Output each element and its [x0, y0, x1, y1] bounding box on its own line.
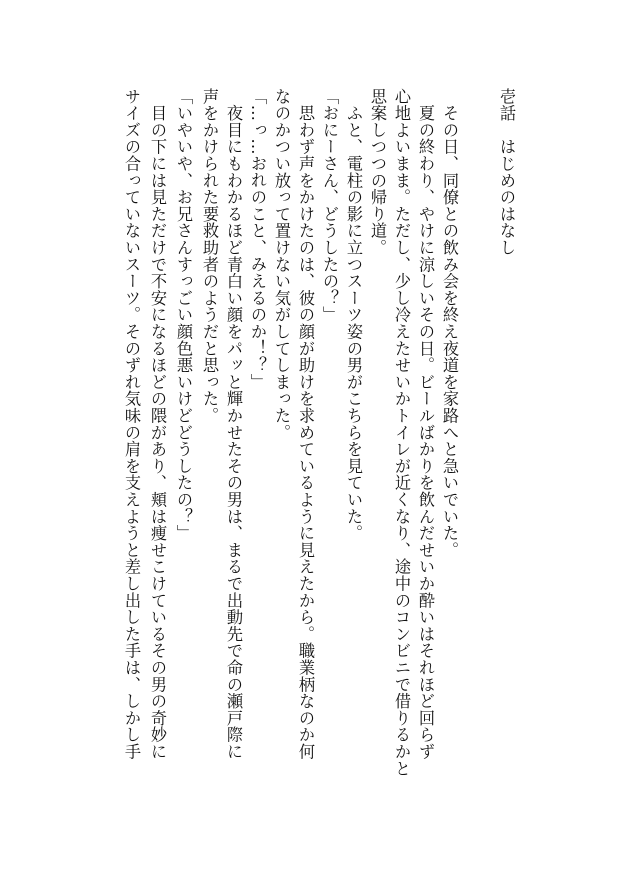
text-line: 夏の終わり、やけに涼しいその日。ビールばかりを飲んだせいか酔いはそれほど回らず	[416, 88, 435, 760]
text-line: 心地よいまま。ただし、少し冷えたせいかトイレが近くなり、途中のコンビニで借りるかと	[392, 88, 411, 777]
text-line: その日、同僚との飲み会を終え夜道を家路へと急いでいた。	[440, 88, 459, 559]
chapter-heading	[495, 88, 517, 788]
text-line: なのかつい放って置けない気がしてしまった。	[272, 88, 291, 441]
text-line: 声をかけられた要救助者のようだと思った。	[200, 88, 219, 424]
text-line: 「…っ…おれのこと、みえるのか！？」	[248, 88, 267, 391]
chapter-number: 壱話	[497, 88, 516, 122]
text-line: 「おにーさん、どうしたの？」	[320, 88, 339, 324]
text-line: 夜目にもわかるほど青白い顔をパッと輝かせたその男は、まるで出動先で命の瀬戸際に	[224, 88, 243, 760]
text-line: サイズの合っていないスーツ。そのずれ気味の肩を支えようと差し出した手は、しかし手	[122, 88, 141, 760]
text-line: ふと、電柱の影に立つスーツ姿の男がこちらを見ていた。	[344, 88, 363, 542]
text-line: 思わず声をかけたのは、彼の顔が助けを求めているように見えたから。職業柄なのか何	[296, 88, 315, 760]
text-line: 思案しつつの帰り道。	[368, 88, 387, 256]
text-line: 「いやいや、お兄さんすっごい顔色悪いけどどうしたの？」	[174, 88, 193, 542]
chapter-title: はじめのはなし	[497, 138, 516, 257]
text-line: 目の下には見ただけで不安になるほどの隈があり、頬は痩せこけているその男の奇妙に	[148, 88, 167, 760]
